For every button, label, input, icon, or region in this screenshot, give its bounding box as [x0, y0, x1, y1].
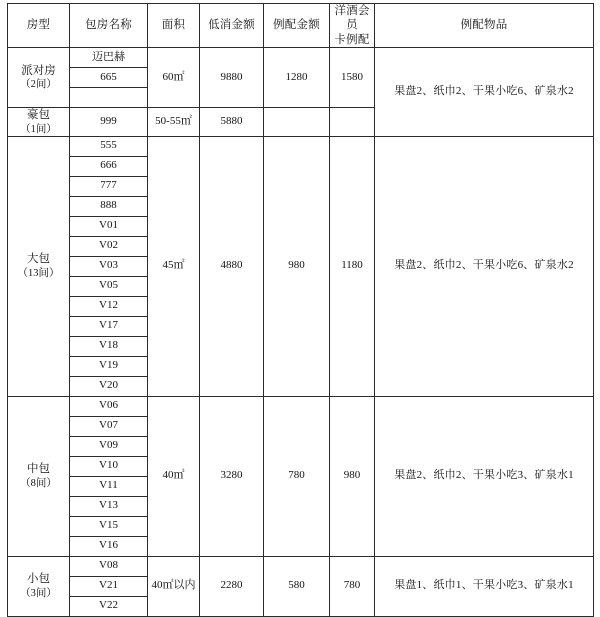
room-name-cell: V07 [70, 416, 148, 436]
room-name-cell: 777 [70, 176, 148, 196]
column-header-room-name: 包房名称 [70, 4, 148, 48]
group-type-party-room [8, 48, 70, 108]
room-price-table [7, 3, 594, 617]
group-type-label: 派对房 [21, 64, 56, 77]
allocated-items-cell: 果盘2、纸巾2、干果小吃6、矿泉水2 [375, 48, 594, 137]
group-type-label: 小包 [27, 573, 50, 586]
room-name-cell: V10 [70, 456, 148, 476]
table-row [8, 396, 594, 416]
room-name-cell: V15 [70, 516, 148, 536]
area-cell: 40㎡以内 [148, 556, 200, 616]
room-name-cell: V11 [70, 476, 148, 496]
group-type-luxury-room [8, 108, 70, 137]
room-name-cell: V08 [70, 556, 148, 576]
min-spend-cell: 5880 [200, 108, 264, 137]
liquor-card-allocation-cell: 1180 [330, 136, 375, 396]
min-spend-cell: 3280 [200, 396, 264, 556]
table-row [8, 48, 594, 68]
room-name-cell: 999 [70, 108, 148, 137]
liquor-card-allocation-cell [330, 108, 375, 137]
allocation-amount-cell: 980 [264, 136, 330, 396]
allocation-amount-cell: 780 [264, 396, 330, 556]
group-type-large-room [8, 136, 70, 396]
min-spend-cell: 9880 [200, 48, 264, 108]
room-name-cell: 666 [70, 156, 148, 176]
room-name-cell: V18 [70, 336, 148, 356]
room-name-cell: V17 [70, 316, 148, 336]
card-header-line-2: 卡例配 [334, 33, 370, 46]
room-name-cell: V02 [70, 236, 148, 256]
room-name-cell: 555 [70, 136, 148, 156]
table-header [8, 4, 594, 48]
room-name-cell: V13 [70, 496, 148, 516]
table-row [8, 556, 594, 576]
liquor-card-allocation-cell: 1580 [330, 48, 375, 108]
allocated-items-cell: 果盘1、纸巾1、干果小吃3、矿泉水1 [375, 556, 594, 616]
min-spend-cell: 2280 [200, 556, 264, 616]
allocated-items-cell: 果盘2、纸巾2、干果小吃3、矿泉水1 [375, 396, 594, 556]
column-header-liquor-card-allocation [330, 4, 375, 48]
group-count-label: （2间） [20, 79, 57, 91]
room-name-cell: V09 [70, 436, 148, 456]
column-header-area: 面积 [148, 4, 200, 48]
liquor-card-allocation-cell: 980 [330, 396, 375, 556]
area-cell: 50-55㎡ [148, 108, 200, 137]
allocation-amount-cell: 580 [264, 556, 330, 616]
area-cell: 40㎡ [148, 396, 200, 556]
allocated-items-cell: 果盘2、纸巾2、干果小吃6、矿泉水2 [375, 136, 594, 396]
group-type-label: 大包 [27, 253, 50, 266]
room-name-cell: V03 [70, 256, 148, 276]
group-count-label: （13间） [17, 267, 60, 279]
group-type-label: 豪包 [27, 109, 50, 122]
room-name-cell: V22 [70, 596, 148, 616]
area-cell: 60㎡ [148, 48, 200, 108]
table-body [8, 48, 594, 617]
room-name-cell: V12 [70, 296, 148, 316]
allocation-amount-cell: 1280 [264, 48, 330, 108]
column-header-allocation-amount: 例配金额 [264, 4, 330, 48]
min-spend-cell: 4880 [200, 136, 264, 396]
room-name-cell: V21 [70, 576, 148, 596]
room-name-cell: 888 [70, 196, 148, 216]
column-header-room-type: 房型 [8, 4, 70, 48]
room-name-cell: V05 [70, 276, 148, 296]
card-header-line-1: 洋酒会员 [334, 5, 370, 32]
room-name-cell-empty [70, 88, 148, 108]
group-type-small-room [8, 556, 70, 616]
room-name-cell: V20 [70, 376, 148, 396]
group-count-label: （8间） [20, 477, 57, 489]
room-name-cell: V01 [70, 216, 148, 236]
room-name-cell: 迈巴赫 [70, 48, 148, 68]
area-cell: 45㎡ [148, 136, 200, 396]
table-row [8, 136, 594, 156]
group-type-label: 中包 [27, 463, 50, 476]
group-count-label: （1间） [20, 123, 57, 135]
room-name-cell: V19 [70, 356, 148, 376]
room-name-cell: V06 [70, 396, 148, 416]
column-header-allocated-items: 例配物品 [375, 4, 594, 48]
header-row [8, 4, 594, 48]
room-name-cell: V16 [70, 536, 148, 556]
group-type-medium-room [8, 396, 70, 556]
allocation-amount-cell [264, 108, 330, 137]
liquor-card-allocation-cell: 780 [330, 556, 375, 616]
room-name-cell: 665 [70, 68, 148, 88]
group-count-label: （3间） [20, 587, 57, 599]
column-header-min-spend: 低消金额 [200, 4, 264, 48]
